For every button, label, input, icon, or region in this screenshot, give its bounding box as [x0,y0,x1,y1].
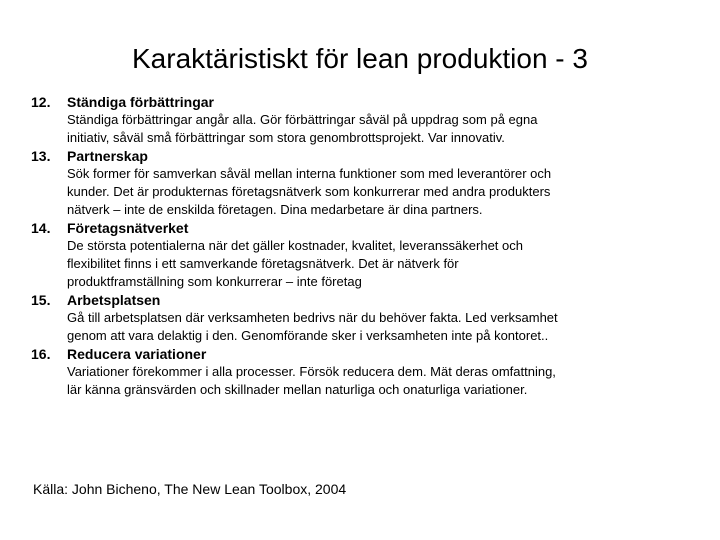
description-line: genom att vara delaktig i den. Genomförande sker i verksamheten inte på kontoret.. [67,328,549,343]
source-citation: Källa: John Bicheno, The New Lean Toolbox, 2004 [33,481,347,497]
list-item [22,93,702,147]
slide-title: Karaktäristiskt för lean produktion - 3 [132,43,588,74]
item-number: 13. [31,148,51,164]
list-item [22,291,702,345]
description-line: Variationer förekommer i alla processer. Försök reducera dem. Mät deras omfattning, [67,364,556,379]
item-title: Reducera variationer [67,346,207,362]
item-title: Ständiga förbättringar [67,94,215,110]
description-line: Ständiga förbättringar angår alla. Gör förbättringar såväl på uppdrag som på egna [67,112,538,127]
description-line: lär känna gränsvärden och skillnader mellan naturliga och onaturliga variationer. [67,382,528,397]
description-line: kunder. Det är produkternas företagsnätverk som konkurrerar med andra produkters [67,184,551,199]
description-line: Sök former för samverkan såväl mellan interna funktioner som med leverantörer och [67,166,552,181]
item-title: Arbetsplatsen [67,292,161,308]
item-title: Partnerskap [67,148,148,164]
list-item [22,345,702,399]
item-description [67,237,702,291]
description-line: produktframställning som konkurrerar – inte företag [67,274,362,289]
description-line: Gå till arbetsplatsen där verksamheten bedrivs när du behöver fakta. Led verksamhet [67,310,558,325]
item-number: 14. [31,220,51,236]
description-line: flexibilitet finns i ett samverkande företagsnätverk. Det är nätverk för [67,256,459,271]
description-line: initiativ, såväl små förbättringar som stora genombrottsprojekt. Var innovativ. [67,130,505,145]
item-description [67,309,702,345]
item-number: 12. [31,94,51,110]
item-description [67,363,702,399]
list-item [22,147,702,219]
list-item [22,219,702,291]
item-title: Företagsnätverket [67,220,189,236]
numbered-list [22,93,702,399]
item-number: 16. [31,346,51,362]
item-description [67,111,702,147]
description-line: De största potentialerna när det gäller kostnader, kvalitet, leveranssäkerhet och [67,238,523,253]
description-line: nätverk – inte de enskilda företagen. Dina medarbetare är dina partners. [67,202,483,217]
item-number: 15. [31,292,51,308]
item-description [67,165,702,219]
